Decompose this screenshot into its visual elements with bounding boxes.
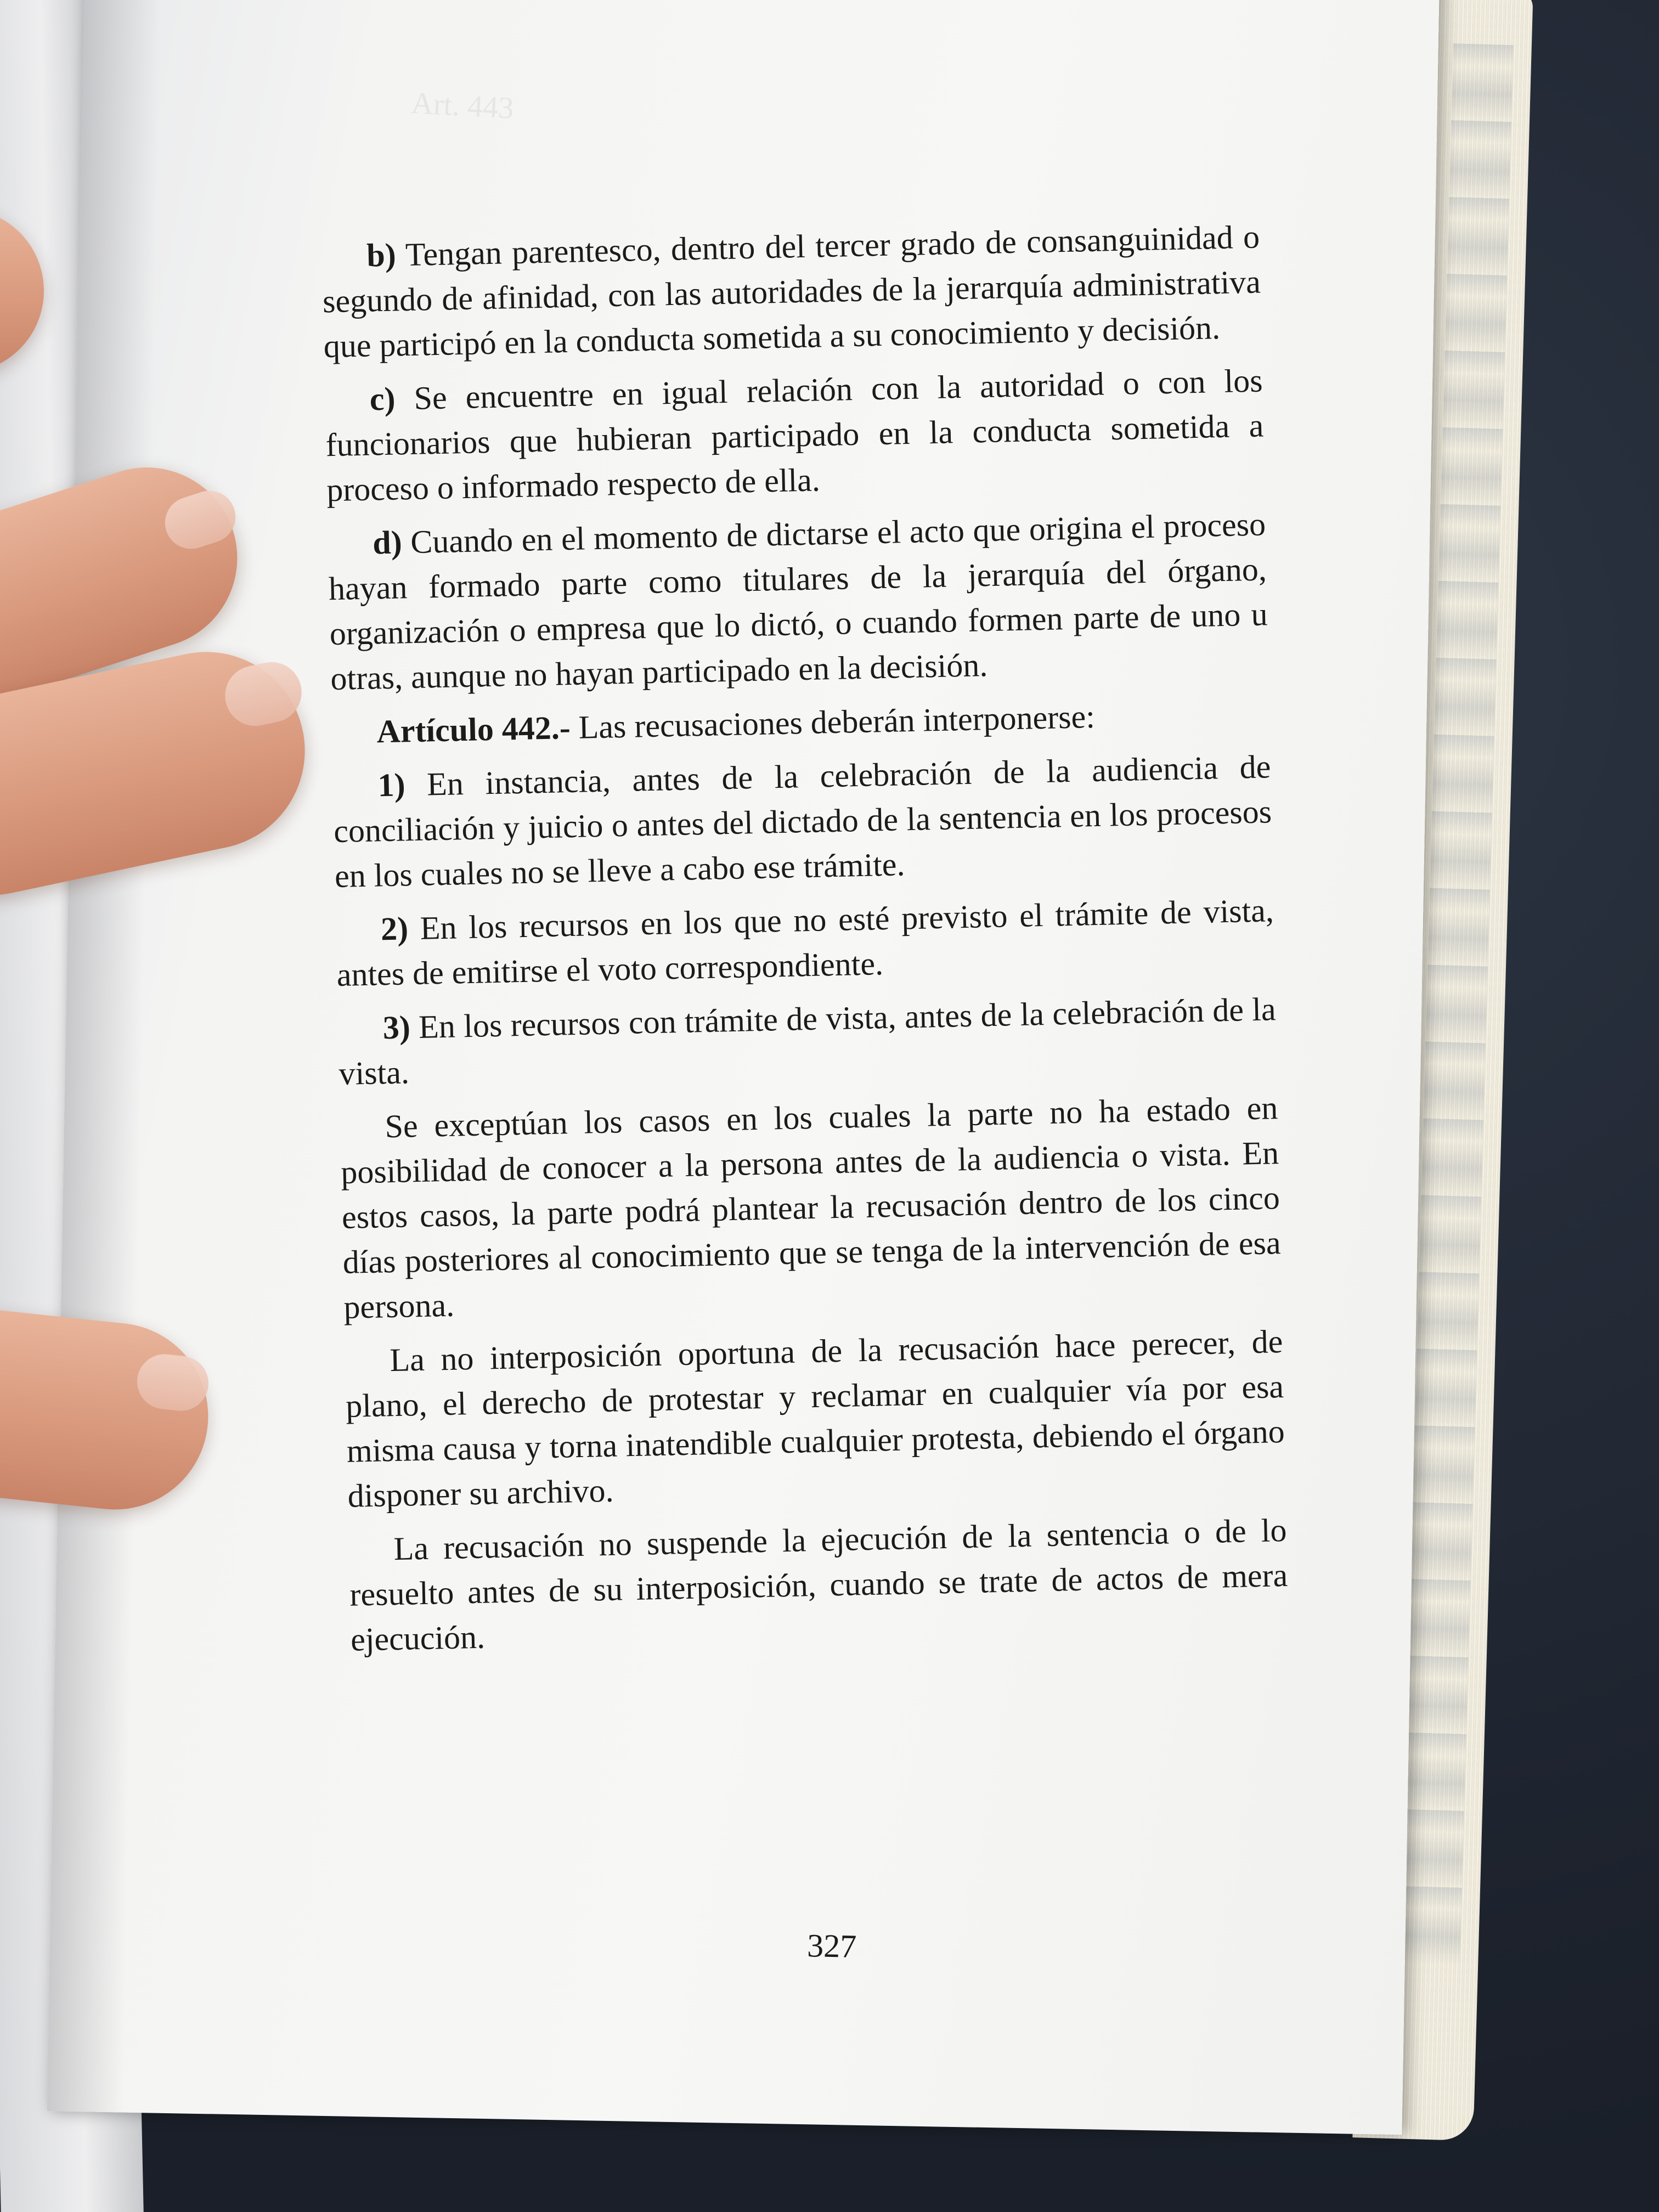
item-label: 3): [382, 1009, 411, 1046]
paragraph-c: [324, 358, 1265, 512]
article-heading: Artículo 442.-: [376, 709, 571, 750]
article-442: [331, 690, 1270, 755]
item-label: b): [366, 236, 397, 274]
paragraph-b: [321, 215, 1262, 369]
item-label: d): [372, 524, 403, 561]
paragraph-text: Las recusaciones deberán interponerse:: [570, 698, 1096, 746]
paragraph-no-interposition: [345, 1319, 1286, 1519]
paragraph-text: Se exceptúan los casos en los cuales la parte no ha estado en posibilidad de conocer a la persona antes de la audiencia o vista. En estos casos, la parte podrá plantear la recusación dentro de los cinco días posteriores al conocimiento que se tenga de la intervención de esa persona.: [340, 1090, 1282, 1325]
paragraph-text: En los recursos en los que no esté previsto el trámite de vista, antes de emitirse el voto correspondiente.: [336, 892, 1274, 994]
paragraph-d: [327, 501, 1268, 701]
paragraph-text: La no interposición oportuna de la recusación hace perecer, de plano, el derecho de protestar y reclamar en cualquier vía por esa misma causa y torna inatendible cualquier protesta, debiendo el órgano disponer su archivo.: [345, 1323, 1285, 1514]
paragraph-text: La recusación no suspende la ejecución de la sentencia o de lo resuelto antes de su interposición, cuando se trate de actos de mera ejecución.: [349, 1512, 1288, 1658]
paragraph-text: En los recursos con trámite de vista, antes de la celebración de la vista.: [338, 991, 1277, 1092]
running-head-bleed-through: Art. 443: [410, 86, 515, 126]
item-label: c): [369, 380, 396, 417]
paragraph-exceptions: [340, 1085, 1282, 1330]
page-text-block: [321, 215, 1289, 1671]
paragraph-1: [332, 744, 1273, 899]
paragraph-2: [335, 888, 1275, 997]
item-label: 2): [380, 910, 409, 947]
paragraph-text: Cuando en el momento de dictarse el acto que origina el proceso hayan formado parte como titulares de la jerarquía del órgano, organización o empresa que lo dictó, o cuando formen parte de uno u otras, aunque no hayan participado en la decisión.: [328, 506, 1268, 697]
book-page: [47, 0, 1440, 2135]
item-label: 1): [377, 766, 406, 804]
paragraph-text: En instancia, antes de la celebración de la audiencia de conciliación y juicio o antes del dictado de la sentencia en los procesos en los cuales no se lleve a cabo ese trámite.: [333, 748, 1272, 895]
paragraph-text: Se encuentre en igual relación con la autoridad o con los funcionarios que hubieran participado en la conducta sometida a proceso o informado respecto de ella.: [325, 362, 1264, 509]
paragraph-text: Tengan parentesco, dentro del tercer grado de consanguinidad o segundo de afinidad, con las autoridades de la jerarquía administrativa que participó en la conducta sometida a su conocimiento y decisión.: [322, 218, 1261, 365]
paragraph-no-suspension: [348, 1508, 1289, 1662]
page-number: 327: [806, 1927, 857, 1965]
paragraph-3: [337, 986, 1277, 1096]
